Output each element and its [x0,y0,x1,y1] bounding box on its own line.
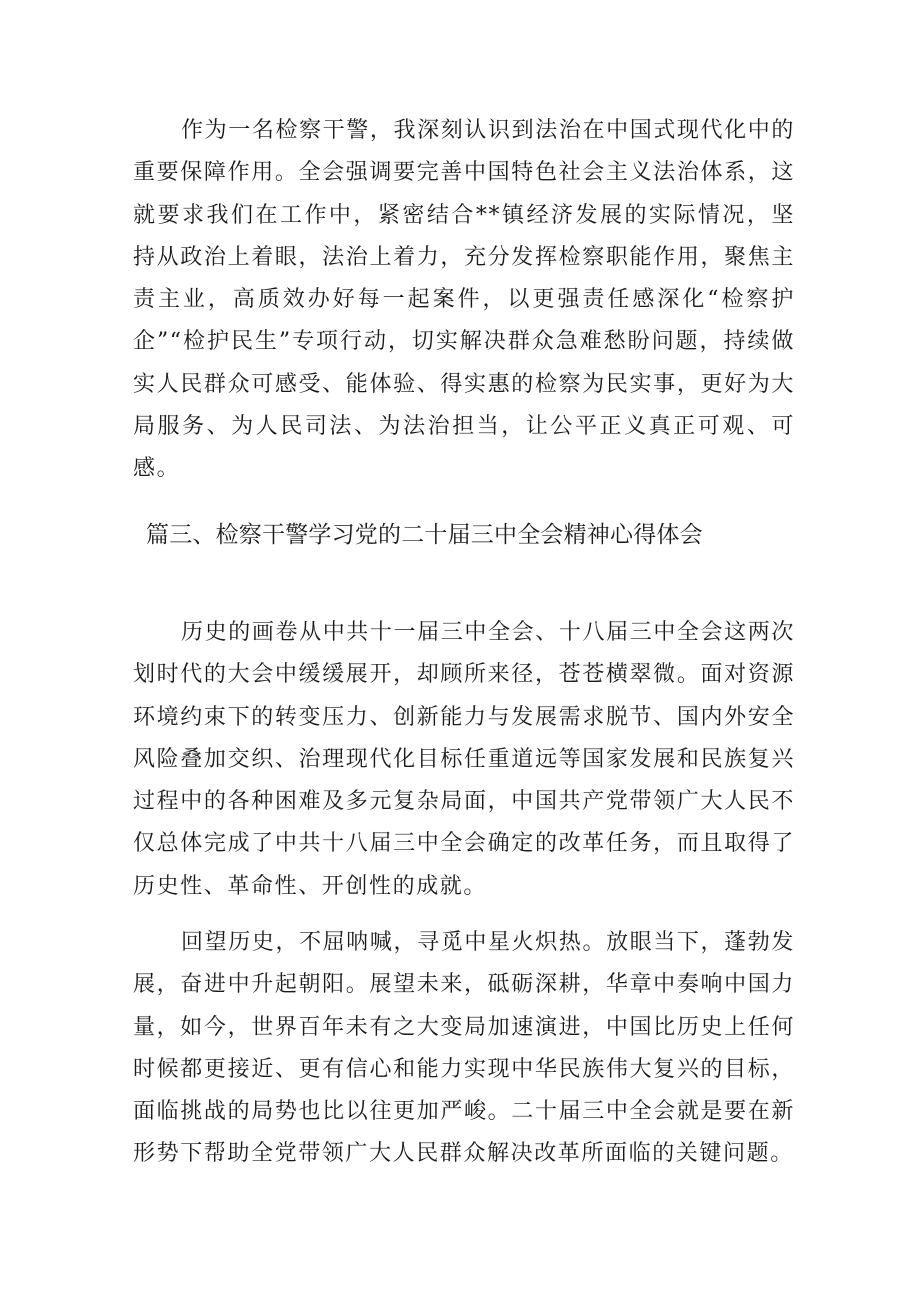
body-paragraph-3: 回望历史，不屈呐喊，寻觅中星火炽热。放眼当下，蓬勃发展，奋进中升起朝阳。展望未来，砥砺深耕，华章中奏响中国力量，如今，世界百年未有之大变局加速演进，中国比历史上任何时候都更接近、更有信心和能力实现中华民族伟大复兴的目标，面临挑战的局势也比以往更加严峻。二十届三中全会就是要在新形势下帮助全党带领广大人民群众解决改革所面临的关键问题。 [133,930,795,1167]
body-paragraph-2: 历史的画卷从中共十一届三中全会、十八届三中全会这两次划时代的大会中缓缓展开，却顾所来径，苍苍横翠微。面对资源环境约束下的转变压力、创新能力与发展需求脱节、国内外安全风险叠加交织、治理现代化目标任重道远等国家发展和民族复兴过程中的各种困难及多元复杂局面，中国共产党带领广大人民不仅总体完成了中共十八届三中全会确定的改革任务，而且取得了历史性、革命性、开创性的成就。 [133,620,795,899]
body-paragraph-1: 作为一名检察干警，我深刻认识到法治在中国式现代化中的重要保障作用。全会强调要完善中国特色社会主义法治体系，这就要求我们在工作中，紧密结合**镇经济发展的实际情况，坚持从政治上着眼，法治上着力，充分发挥检察职能作用，聚焦主责主业，高质效办好每一起案件，以更强责任感深化“检察护企”“检护民生”专项行动，切实解决群众急难愁盼问题，持续做实人民群众可感受、能体验、得实惠的检察为民实事，更好为大局服务、为人民司法、为法治担当，让公平正义真正可观、可感。 [133,118,795,482]
section-heading: 篇三、检察干警学习党的二十届三中全会精神心得体会 [146,522,703,548]
